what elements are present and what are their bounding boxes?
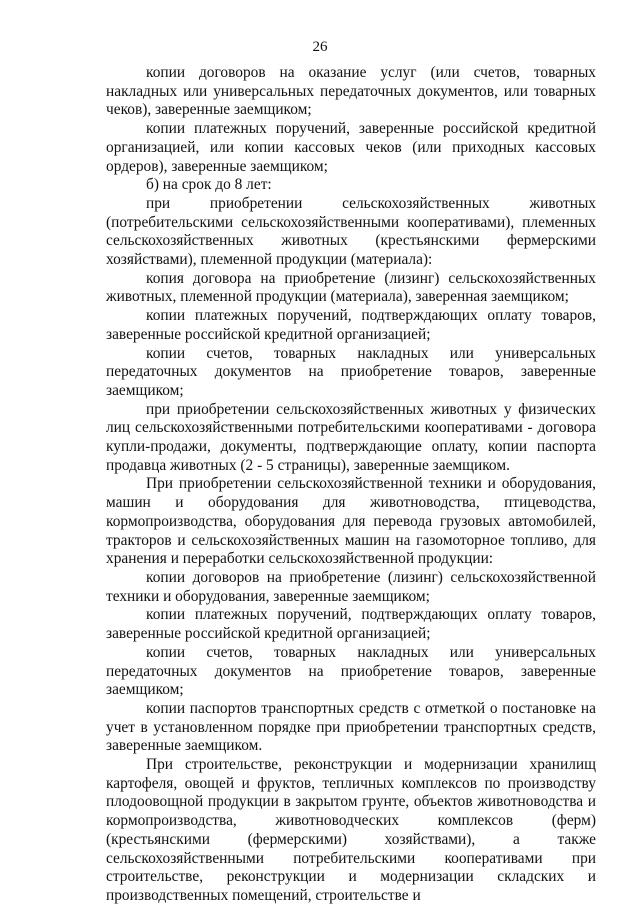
document-body	[106, 64, 596, 906]
paragraph: При строительстве, реконструкции и модернизации хранилищ картофеля, овощей и фруктов, тепличных комплексов по производству плодоовощной продукции в закрытом грунте, объектов животноводства и кормопроизводства, животноводческих комплексов (ферм) (крестьянскими (фермерскими) хозяйствами), а также сельскохозяйственными потребительскими кооперативами при строительстве, реконструкции и модернизации складских и производственных помещений, строительстве и	[106, 756, 596, 904]
paragraph: копии счетов, товарных накладных или универсальных передаточных документов на приобретение товаров, заверенные заемщиком;	[106, 344, 596, 399]
paragraph: копии платежных поручений, подтверждающих оплату товаров, заверенные российской кредитной организацией;	[106, 307, 596, 343]
page-number: 26	[312, 39, 328, 55]
paragraph: копии паспортов транспортных средств с отметкой о постановке на учет в установленном порядке при приобретении транспортных средств, заверенные заемщиком.	[106, 699, 596, 755]
paragraph: При приобретении сельскохозяйственной техники и оборудования, машин и оборудования для животноводства, птицеводства, кормопроизводства, оборудования для перевода грузовых автомобилей, тракторов и сельскохозяйственных машин на газомоторное топливо, для хранения и переработки сельскохозяйственной продукции:	[106, 475, 596, 568]
paragraph: при приобретении сельскохозяйственных животных (потребительскими сельскохозяйственными кооперативами), племенных сельскохозяйственных животных (крестьянскими фермерскими хозяйствами), племенной продукции (материала):	[106, 194, 596, 269]
paragraph: копии договоров на оказание услуг (или счетов, товарных накладных или универсальных передаточных документов, или товарных чеков), заверенные заемщиком;	[106, 64, 596, 119]
paragraph: копии счетов, товарных накладных или универсальных передаточных документов на приобретение товаров, заверенные заемщиком;	[106, 643, 596, 699]
paragraph: копии платежных поручений, подтверждающих оплату товаров, заверенные российской кредитной организацией;	[106, 606, 596, 643]
paragraph: копии платежных поручений, заверенные российской кредитной организацией, или копии кассовых чеков (или приходных кассовых ордеров), заверенные заемщиком;	[106, 120, 596, 175]
paragraph: копии договоров на приобретение (лизинг) сельскохозяйственной техники и оборудования, заверенные заемщиком;	[106, 568, 596, 605]
paragraph: при приобретении сельскохозяйственных животных у физических лиц сельскохозяйственными потребительскими кооперативами - договора купли-продажи, документы, подтверждающие оплату, копии паспорта продавца животных (2 - 5 страницы), заверенные заемщиком.	[106, 400, 596, 474]
paragraph: копия договора на приобретение (лизинг) сельскохозяйственных животных, племенной продукции (материала), заверенная заемщиком;	[106, 269, 596, 306]
paragraph: б) на срок до 8 лет:	[146, 176, 272, 194]
